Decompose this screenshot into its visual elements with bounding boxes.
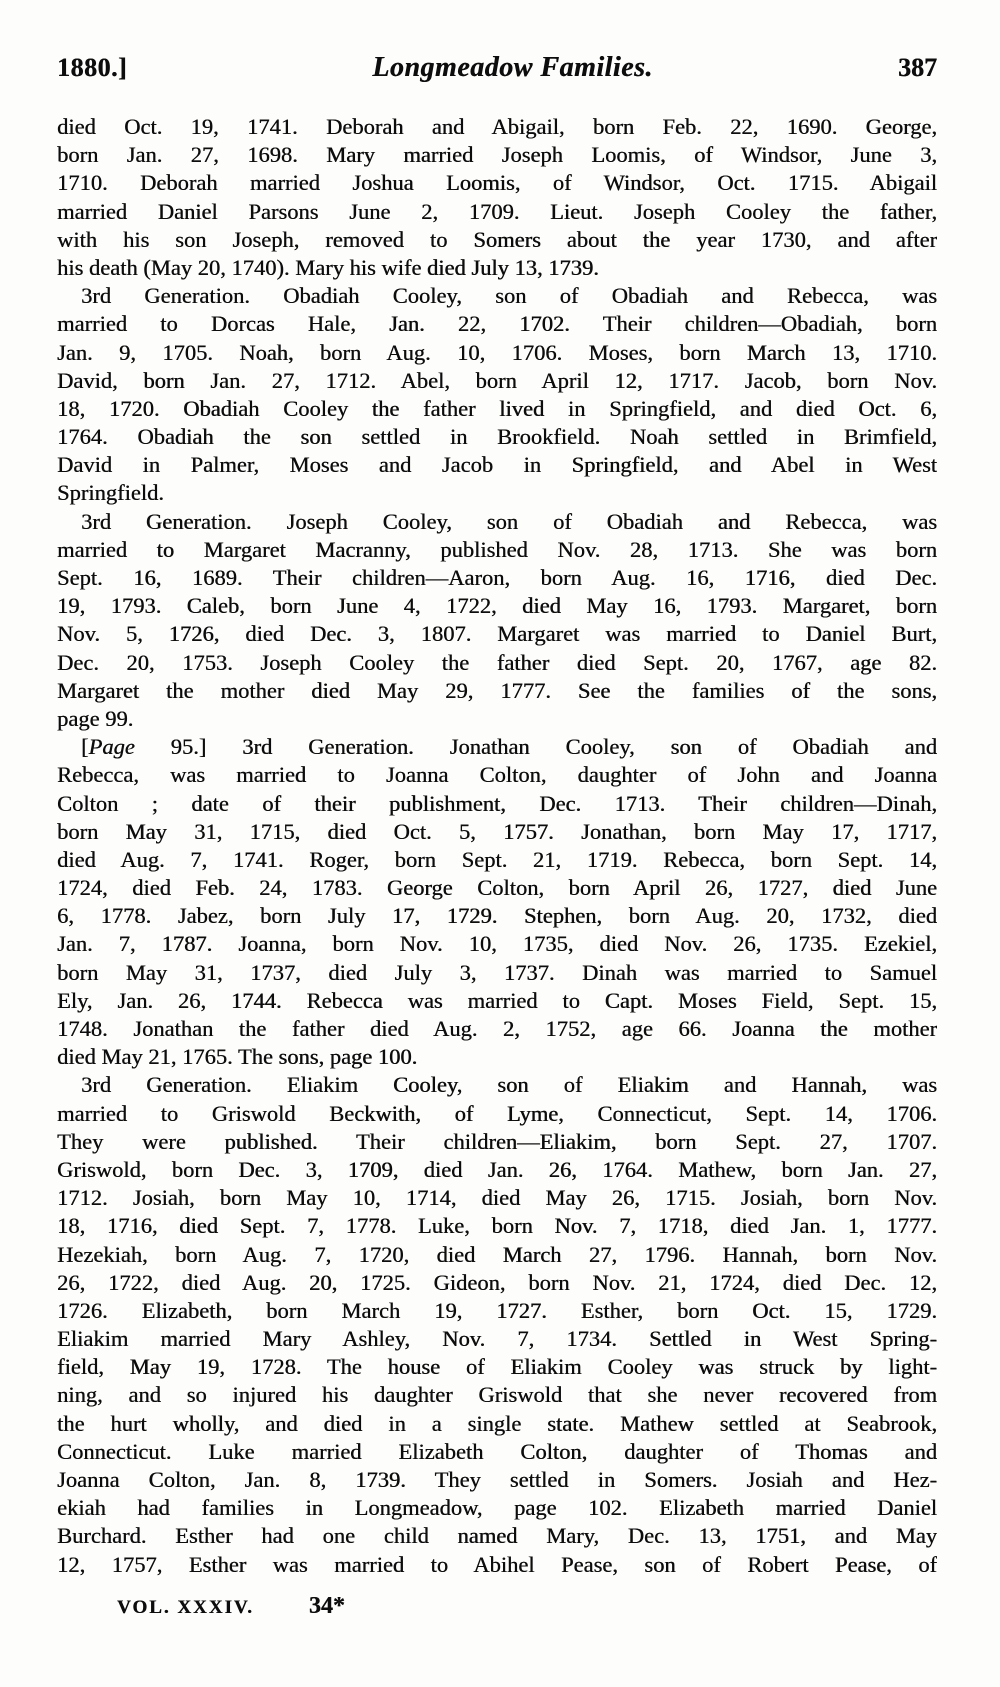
text-line: 1710. Deborah married Joshua Loomis, of Windsor, Oct. 1715. Abigail [57, 170, 937, 196]
text-line: born May 31, 1715, died Oct. 5, 1757. Jonathan, born May 17, 1717, [57, 818, 937, 844]
text-line: Rebecca, was married to Joanna Colton, daughter of John and Joanna [57, 762, 937, 788]
text-line: Margaret the mother died May 29, 1777. See the families of the sons, [57, 677, 937, 703]
text-line: David in Palmer, Moses and Jacob in Springfield, and Abel in West [57, 452, 937, 478]
page-header [57, 52, 937, 84]
text-line: 12, 1757, Esther was married to Abihel Pease, son of Robert Pease, of [57, 1551, 937, 1577]
text-line: Eliakim married Mary Ashley, Nov. 7, 1734. Settled in West Spring- [57, 1326, 937, 1352]
text-line: Springfield. [57, 480, 164, 506]
text-line: married to Margaret Macranny, published Nov. 28, 1713. She was born [57, 536, 937, 562]
text-line: Griswold, born Dec. 3, 1709, died Jan. 26, 1764. Mathew, born Jan. 27, [57, 1156, 937, 1182]
text-line: 3rd Generation. Joseph Cooley, son of Obadiah and Rebecca, was [81, 508, 937, 534]
page-number: 387 [898, 53, 937, 82]
text-line: with his son Joseph, removed to Somers about the year 1730, and after [57, 226, 937, 252]
edition-year: 1880.] [57, 53, 128, 82]
text-line: Ely, Jan. 26, 1744. Rebecca was married to Capt. Moses Field, Sept. 15, [57, 987, 937, 1013]
text-line: David, born Jan. 27, 1712. Abel, born April 12, 1717. Jacob, born Nov. [57, 367, 937, 393]
text-line [57, 733, 937, 761]
text-line: married to Dorcas Hale, Jan. 22, 1702. Their children—Obadiah, born [57, 311, 937, 337]
text-line: Hezekiah, born Aug. 7, 1720, died March 27, 1796. Hannah, born Nov. [57, 1241, 937, 1267]
text-line: 1764. Obadiah the son settled in Brookfield. Noah settled in Brimfield, [57, 424, 937, 450]
text-line: died May 21, 1765. The sons, page 100. [57, 1044, 418, 1070]
text-line: ning, and so injured his daughter Griswold that she never recovered from [57, 1382, 937, 1408]
text-line: Nov. 5, 1726, died Dec. 3, 1807. Margaret was married to Daniel Burt, [57, 621, 937, 647]
text-line: Jan. 7, 1787. Joanna, born Nov. 10, 1735, died Nov. 26, 1735. Ezekiel, [57, 931, 937, 957]
text-line: field, May 19, 1728. The house of Eliakim Cooley was struck by light- [57, 1354, 937, 1380]
text-line: married to Griswold Beckwith, of Lyme, Connecticut, Sept. 14, 1706. [57, 1100, 937, 1126]
text-line: died Oct. 19, 1741. Deborah and Abigail, born Feb. 22, 1690. George, [57, 114, 937, 139]
page-title: Longmeadow Families. [372, 52, 653, 83]
text-segment: [ [81, 734, 89, 760]
text-line: Joanna Colton, Jan. 8, 1739. They settled in Somers. Josiah and Hez- [57, 1467, 937, 1492]
italic-text: Page [88, 734, 135, 760]
text-line: the hurt wholly, and died in a single state. Mathew settled at Seabrook, [57, 1410, 937, 1436]
text-line: ekiah had families in Longmeadow, page 102. Elizabeth married Daniel [57, 1495, 937, 1521]
text-line: born Jan. 27, 1698. Mary married Joseph Loomis, of Windsor, June 3, [57, 142, 937, 168]
text-line: 18, 1716, died Sept. 7, 1778. Luke, born Nov. 7, 1718, died Jan. 1, 1777. [57, 1213, 937, 1239]
signature-mark: 34* [308, 1593, 345, 1619]
text-line: Colton ; date of their publishment, Dec. 1713. Their children—Dinah, [57, 790, 937, 816]
text-line: 1724, died Feb. 24, 1783. George Colton, born April 26, 1727, died June [57, 875, 937, 901]
text-line: 1748. Jonathan the father died Aug. 2, 1752, age 66. Joanna the mother [57, 1016, 937, 1041]
text-line: 1712. Josiah, born May 10, 1714, died May 26, 1715. Josiah, born Nov. [57, 1185, 937, 1211]
text-line: Jan. 9, 1705. Noah, born Aug. 10, 1706. Moses, born March 13, 1710. [57, 339, 937, 365]
text-line: 18, 1720. Obadiah Cooley the father lived in Springfield, and died Oct. 6, [57, 395, 937, 421]
text-segment: 95.] 3rd Generation. Jonathan Cooley, son of Obadiah and [134, 734, 937, 760]
text-line: Burchard. Esther had one child named Mary, Dec. 13, 1751, and May [57, 1523, 937, 1549]
text-line: page 99. [57, 705, 134, 731]
text-line: 3rd Generation. Eliakim Cooley, son of Eliakim and Hannah, was [81, 1072, 937, 1098]
text-line: Dec. 20, 1753. Joseph Cooley the father died Sept. 20, 1767, age 82. [57, 649, 937, 675]
page-footer [57, 1593, 937, 1620]
text-line: 26, 1722, died Aug. 20, 1725. Gideon, born Nov. 21, 1724, died Dec. 12, [57, 1269, 937, 1295]
volume-label: VOL. XXXIV. [117, 1597, 254, 1618]
body-text [57, 113, 937, 1579]
text-line: Connecticut. Luke married Elizabeth Colton, daughter of Thomas and [57, 1438, 937, 1464]
text-line: 6, 1778. Jabez, born July 17, 1729. Stephen, born Aug. 20, 1732, died [57, 903, 937, 929]
text-line: 19, 1793. Caleb, born June 4, 1722, died May 16, 1793. Margaret, born [57, 593, 937, 619]
text-line: died Aug. 7, 1741. Roger, born Sept. 21, 1719. Rebecca, born Sept. 14, [57, 846, 937, 872]
text-line: married Daniel Parsons June 2, 1709. Lieut. Joseph Cooley the father, [57, 198, 937, 224]
text-line: 1726. Elizabeth, born March 19, 1727. Esther, born Oct. 15, 1729. [57, 1297, 937, 1323]
text-line: Sept. 16, 1689. Their children—Aaron, born Aug. 16, 1716, died Dec. [57, 565, 937, 590]
text-line: born May 31, 1737, died July 3, 1737. Dinah was married to Samuel [57, 959, 937, 985]
text-line: They were published. Their children—Eliakim, born Sept. 27, 1707. [57, 1128, 937, 1154]
text-line: his death (May 20, 1740). Mary his wife died July 13, 1739. [57, 254, 599, 280]
text-line: 3rd Generation. Obadiah Cooley, son of Obadiah and Rebecca, was [81, 283, 937, 309]
